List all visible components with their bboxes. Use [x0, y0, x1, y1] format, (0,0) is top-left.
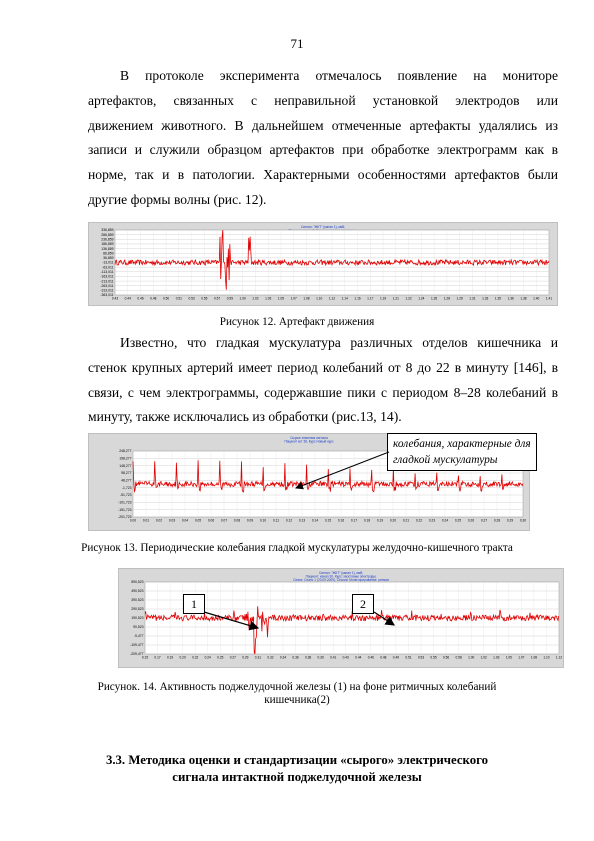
x-tick-label: 1.24 — [418, 296, 425, 301]
x-tick-label: 1.17 — [367, 296, 374, 301]
text-line: артефактов, связанных с неправильной установкой электродов или — [88, 92, 558, 108]
x-tick-label: 1.02 — [480, 655, 487, 660]
y-tick-label: 236,859 — [101, 237, 114, 242]
x-tick-label: 0.43 — [342, 655, 349, 660]
y-tick-label: 90,523 — [133, 625, 144, 630]
x-tick-label: 0.21 — [402, 518, 410, 523]
y-tick-label: -163,011 — [100, 274, 114, 279]
x-tick-label: 0.22 — [192, 655, 199, 660]
x-tick-label: 0.41 — [330, 655, 337, 660]
x-tick-label: 0.25 — [217, 655, 224, 660]
section-heading — [60, 752, 534, 786]
x-tick-label: 1.08 — [530, 655, 538, 660]
y-tick-label: 86,859 — [103, 251, 114, 256]
y-tick-label: -313,011 — [100, 288, 114, 293]
figure-13-caption: Рисунок 13. Периодические колебания гладкой мускулатуры желудочно-кишечного тракта — [81, 542, 513, 554]
x-tick-label: 0.02 — [155, 518, 163, 523]
y-tick-label: 590,523 — [131, 580, 144, 585]
y-tick-label: 198,277 — [119, 456, 132, 461]
x-tick-label: 0.28 — [493, 518, 501, 523]
x-tick-label: 1.28 — [443, 296, 450, 301]
x-tick-label: 0.07 — [220, 518, 228, 523]
x-tick-label: 0.20 — [389, 518, 397, 523]
paragraph-artifacts — [88, 64, 558, 213]
y-tick-label: 186,859 — [101, 242, 114, 247]
figure-12-chart — [89, 223, 557, 305]
x-tick-label: 0.46 — [367, 655, 374, 660]
x-tick-label: 0.25 — [454, 518, 462, 523]
y-tick-label: -209,477 — [130, 652, 144, 657]
x-tick-label: 0.17 — [350, 518, 358, 523]
x-tick-label: 1.08 — [303, 296, 310, 301]
x-tick-label: 0.12 — [285, 518, 293, 523]
x-tick-label: 0.24 — [441, 518, 449, 523]
x-tick-label: 0.39 — [317, 655, 324, 660]
chart-header-line: Сигнал: "ЖКТ" (канал 1), мкВ; — [318, 571, 364, 575]
x-tick-label: 1.03 — [493, 655, 500, 660]
y-tick-label: 36,859 — [103, 256, 114, 261]
x-tick-label: 0.18 — [363, 518, 371, 523]
x-tick-label: 0.49 — [392, 655, 400, 660]
x-tick-label: 0.51 — [405, 655, 412, 660]
annotation-smooth-muscle: колебания, характерные для гладкой мускулатуры — [387, 433, 537, 471]
label-box-1: 1 — [183, 594, 205, 614]
x-tick-label: 0.50 — [162, 296, 170, 301]
y-tick-label: -263,011 — [100, 283, 114, 288]
text-line: Известно, что гладкая мускулатура различных отделов кишечника и — [120, 335, 558, 350]
label-box-2: 2 — [352, 594, 374, 614]
x-tick-label: 0.53 — [417, 655, 425, 660]
y-tick-label: 190,523 — [131, 616, 144, 621]
chart-header-line: Пациент кот 36, Курс Новый курс — [284, 439, 334, 444]
x-tick-label: 1.00 — [239, 296, 246, 301]
chart-header-line: Сеанс: Сеанс 1 (23.09.2009), Сессия: Мониторирование: ритмов — [293, 578, 389, 583]
x-tick-label: 0.51 — [175, 296, 182, 301]
x-tick-label: 0.00 — [129, 518, 137, 523]
y-tick-label: -51,723 — [120, 493, 132, 498]
y-tick-label: 148,277 — [119, 463, 132, 468]
x-tick-label: 0.20 — [179, 655, 186, 660]
x-tick-label: 0.32 — [267, 655, 274, 660]
x-tick-label: 0.38 — [304, 655, 312, 660]
x-tick-label: 1.00 — [468, 655, 475, 660]
figure-14-caption-line: Рисунок. 14. Активность поджелудочной железы (1) на фоне ритмичных колебаний — [97, 681, 497, 693]
x-tick-label: 1.22 — [405, 296, 412, 301]
y-tick-label: 136,859 — [101, 246, 114, 251]
y-tick-label: -13,011 — [102, 260, 114, 265]
page-number: 71 — [290, 36, 304, 51]
x-tick-label: 0.08 — [233, 518, 241, 523]
x-tick-label: 0.27 — [480, 518, 488, 523]
x-tick-label: 1.36 — [507, 296, 514, 301]
x-tick-label: 0.24 — [204, 655, 211, 660]
text-line: движением животного. В дальнейшем отмеченные артефакты удалялись из — [88, 117, 558, 133]
text-line: В протоколе эксперимента отмечалось появление на мониторе — [120, 68, 558, 83]
y-tick-label: 98,277 — [121, 471, 132, 476]
x-tick-label: 1.07 — [518, 655, 525, 660]
x-tick-label: 1.07 — [290, 296, 297, 301]
x-tick-label: 0.58 — [455, 655, 462, 660]
x-tick-label: 1.19 — [379, 296, 387, 301]
chart-header-line: Сырые значения сигнала — [290, 436, 328, 440]
x-tick-label: 0.03 — [168, 518, 176, 523]
x-tick-label: 0.15 — [141, 655, 149, 660]
y-tick-label: 336,859 — [101, 228, 114, 233]
text-line: другие формы волны (рис. 12). — [88, 191, 267, 207]
x-tick-label: 0.16 — [337, 518, 345, 523]
x-tick-label: 1.26 — [431, 296, 438, 301]
x-tick-label: 0.48 — [150, 296, 157, 301]
text-line: стенок крупных артерий имеет период колебаний от 8 до 22 в минуту [146], в — [88, 359, 558, 375]
text-line: норме, так и в патологии. Характерными особенностями артефактов были — [88, 167, 558, 183]
x-tick-label: 1.05 — [277, 296, 285, 301]
y-tick-label: -213,011 — [100, 279, 114, 284]
y-tick-label: -109,477 — [130, 643, 144, 648]
x-tick-label: 0.31 — [254, 655, 262, 660]
text-line: записи и служили образцом артефактов при обработке электрограмм как в — [88, 142, 558, 158]
x-tick-label: 0.17 — [154, 655, 161, 660]
x-tick-label: 0.11 — [273, 518, 279, 523]
x-tick-label: 0.48 — [380, 655, 387, 660]
x-tick-label: 1.12 — [328, 296, 336, 301]
x-tick-label: 0.59 — [226, 296, 233, 301]
x-tick-label: 1.40 — [533, 296, 540, 301]
x-tick-label: 1.16 — [354, 296, 361, 301]
x-tick-label: 0.19 — [376, 518, 384, 523]
x-tick-label: 1.35 — [494, 296, 502, 301]
x-tick-label: 0.23 — [428, 518, 436, 523]
x-tick-label: 0.06 — [207, 518, 215, 523]
x-tick-label: 0.34 — [279, 655, 287, 660]
x-tick-label: 1.10 — [543, 655, 550, 660]
x-tick-label: 0.29 — [242, 655, 249, 660]
x-tick-label: 0.04 — [181, 518, 189, 523]
x-tick-label: 0.56 — [442, 655, 450, 660]
section-heading-line: сигнала интактной поджелудочной железы — [172, 770, 422, 784]
figure-12-caption: Рисунок 12. Артефакт движения — [219, 316, 375, 328]
y-tick-label: -151,723 — [118, 507, 132, 512]
x-tick-label: 1.33 — [482, 296, 489, 301]
text-line: связи, с чем электрограммы, содержавшие пики с периодом 8–28 колебаний в — [88, 384, 558, 400]
x-tick-label: 0.46 — [137, 296, 144, 301]
y-tick-label: 490,523 — [131, 589, 144, 594]
x-tick-label: 0.10 — [259, 518, 267, 523]
label-arrows — [180, 600, 460, 660]
y-tick-label: -63,011 — [102, 265, 114, 270]
x-tick-label: 0.29 — [506, 518, 514, 523]
x-tick-label: 0.01 — [142, 518, 150, 523]
paragraph-smooth-muscle — [88, 331, 558, 430]
x-tick-label: 0.14 — [311, 518, 319, 523]
y-tick-label: -1,723 — [121, 485, 132, 490]
annotation-arrow — [290, 448, 400, 493]
y-tick-label: 248,277 — [119, 449, 132, 454]
x-tick-label: 0.44 — [355, 655, 362, 660]
x-tick-label: 1.10 — [316, 296, 323, 301]
x-tick-label: 1.02 — [252, 296, 259, 301]
x-tick-label: 0.44 — [124, 296, 131, 301]
x-tick-label: 0.55 — [430, 655, 437, 660]
x-tick-label: 1.12 — [555, 655, 563, 660]
x-tick-label: 0.19 — [166, 655, 174, 660]
figure-14-caption-line: кишечника(2) — [264, 694, 330, 706]
figure-12-motion-artifact — [88, 222, 558, 306]
x-tick-label: 1.14 — [341, 296, 348, 301]
y-tick-label: -113,011 — [100, 269, 114, 274]
y-tick-label: -363,011 — [100, 293, 114, 298]
y-tick-label: 390,523 — [131, 598, 144, 603]
x-tick-label: 0.43 — [111, 296, 119, 301]
x-tick-label: 0.22 — [415, 518, 423, 523]
chart-header-line: Сигнал: "ЖКТ" (канал 1), мкВ; — [300, 225, 346, 229]
chart-header-line: Пациент: канал 30, Курс: хвостовые электроды; — [305, 574, 377, 579]
x-tick-label: 0.55 — [201, 296, 208, 301]
y-tick-label: 290,523 — [131, 607, 144, 612]
x-tick-label: 0.57 — [214, 296, 221, 301]
x-tick-label: 0.13 — [298, 518, 306, 523]
x-tick-label: 1.38 — [520, 296, 527, 301]
x-tick-label: 1.41 — [545, 296, 553, 301]
x-tick-label: 1.29 — [456, 296, 463, 301]
section-heading-line: 3.3. Методика оценки и стандартизации «сырого» электрического — [105, 753, 489, 767]
text-line: минуту, также исключались из обработки (рис.13, 14). — [88, 409, 402, 425]
x-tick-label: 0.09 — [246, 518, 254, 523]
figure-14-caption — [60, 681, 534, 707]
y-tick-label: -101,723 — [118, 500, 132, 505]
y-tick-label: 48,277 — [121, 478, 132, 483]
x-tick-label: 1.21 — [392, 296, 399, 301]
x-tick-label: 0.27 — [229, 655, 236, 660]
x-tick-label: 0.53 — [188, 296, 195, 301]
x-tick-label: 1.05 — [505, 655, 512, 660]
y-tick-label: -201,723 — [118, 515, 132, 520]
y-tick-label: 286,859 — [101, 232, 114, 237]
x-tick-label: 0.15 — [324, 518, 332, 523]
x-tick-label: 0.05 — [194, 518, 202, 523]
x-tick-label: 0.30 — [519, 518, 527, 523]
x-tick-label: 0.26 — [467, 518, 475, 523]
x-tick-label: 1.31 — [469, 296, 476, 301]
y-tick-label: -9,477 — [133, 634, 144, 639]
x-tick-label: 1.03 — [265, 296, 272, 301]
x-tick-label: 0.36 — [292, 655, 299, 660]
